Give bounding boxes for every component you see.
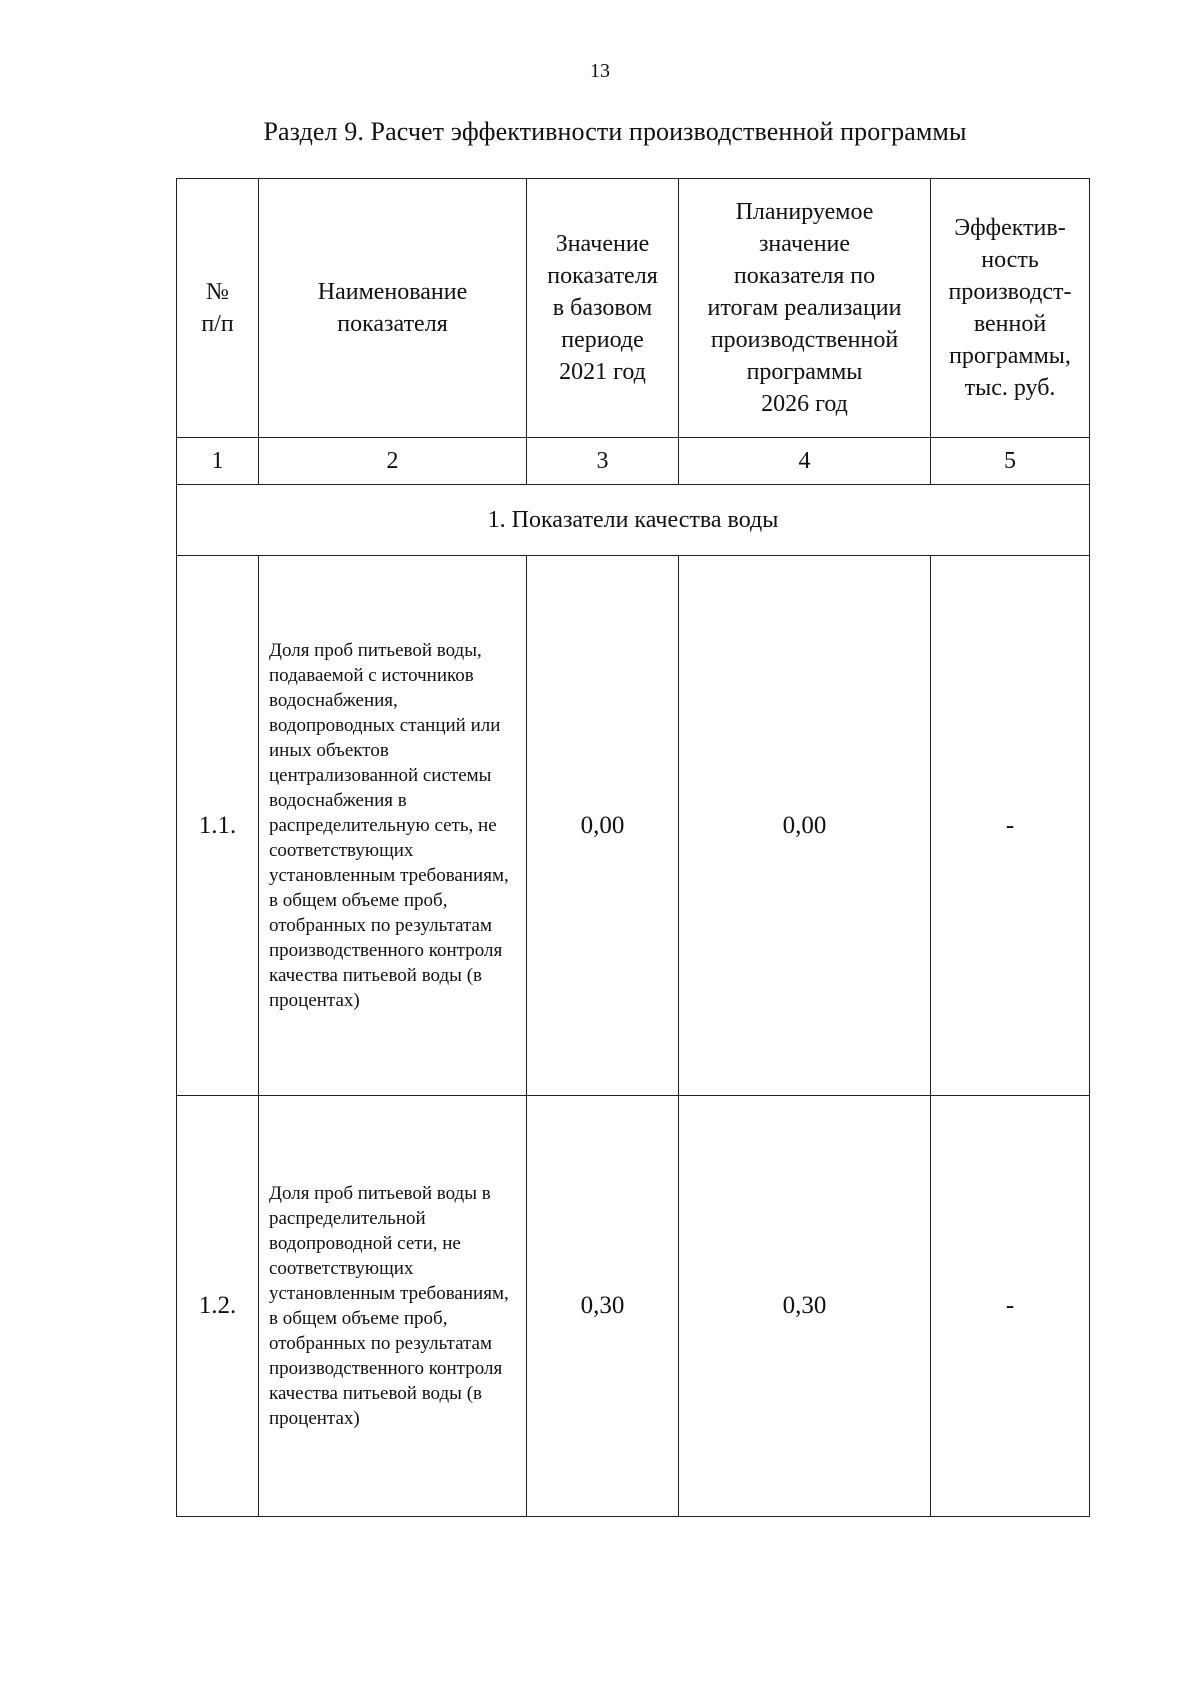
header-planned-value: Планируемое значение показателя по итогам реализации производственной программы 2026 год [679, 179, 931, 438]
column-number: 5 [931, 438, 1090, 485]
column-number: 4 [679, 438, 931, 485]
efficiency-table [176, 178, 1090, 1517]
planned-value: 0,00 [679, 556, 931, 1096]
column-number: 1 [177, 438, 259, 485]
table-row [177, 1096, 1090, 1517]
section-title: Раздел 9. Расчет эффективности производственной программы [263, 117, 967, 146]
indicator-name: Доля проб питьевой воды, подаваемой с источников водоснабжения, водопроводных станций или иных объектов централизованной системы водоснабжения в распределительную сеть, не соответствующих установленным требованиям, в общем объеме проб, отобранных по результатам производственного контроля качества питьевой воды (в процентах) [259, 556, 527, 1096]
base-value: 0,00 [527, 556, 679, 1096]
section-heading: 1. Показатели качества воды [177, 485, 1090, 556]
header-indicator-name: Наименование показателя [259, 179, 527, 438]
indicator-name: Доля проб питьевой воды в распределительной водопроводной сети, не соответствующих установленным требованиям, в общем объеме проб, отобранных по результатам производственного контроля качества питьевой воды (в процентах) [259, 1096, 527, 1517]
row-number: 1.2. [177, 1096, 259, 1517]
efficiency-value: - [931, 1096, 1090, 1517]
planned-value: 0,30 [679, 1096, 931, 1517]
column-number: 3 [527, 438, 679, 485]
column-numbers-row [177, 438, 1090, 485]
table-header-row [177, 179, 1090, 438]
base-value: 0,30 [527, 1096, 679, 1517]
efficiency-value: - [931, 556, 1090, 1096]
header-base-value: Значение показателя в базовом периоде 2021 год [527, 179, 679, 438]
header-number: № п/п [177, 179, 259, 438]
section-row [177, 485, 1090, 556]
row-number: 1.1. [177, 556, 259, 1096]
table-row [177, 556, 1090, 1096]
header-efficiency: Эффектив- ность производст- венной программы, тыс. руб. [931, 179, 1090, 438]
page-number: 13 [590, 60, 610, 82]
column-number: 2 [259, 438, 527, 485]
